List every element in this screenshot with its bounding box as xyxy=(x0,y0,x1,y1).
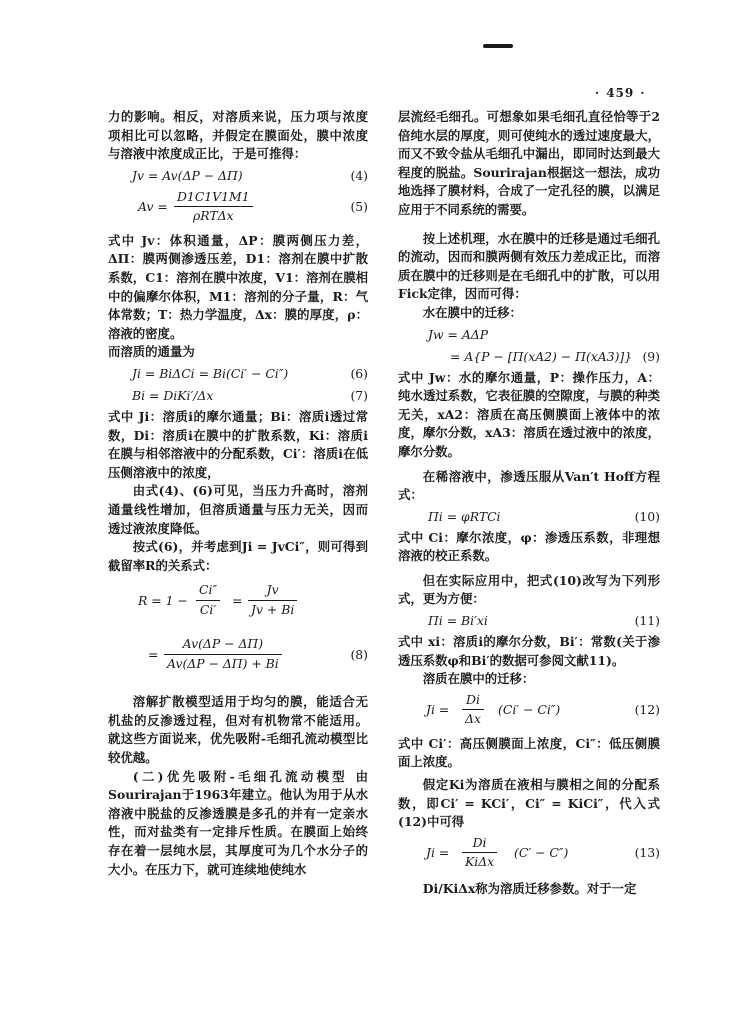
equation-number: (8) xyxy=(350,647,368,663)
page-number: · 459 · xyxy=(595,86,646,100)
right-column xyxy=(398,108,660,898)
fraction: D1C1V1M1 ρRTΔx xyxy=(174,188,253,226)
paragraph: 由式(4)、(6)可见，当压力升高时，溶剂通量线性增加，但溶质通量与压力无关，因而透过液浓度降低。 xyxy=(108,483,368,536)
equation-8: = $\frac{Av(\Delta P - \Delta\Pi)}{Av(\Delta P - \Delta\Pi) + Bi}$ (8) xyxy=(108,635,368,675)
equation-9a: Jw = AΔP xyxy=(428,326,489,342)
paragraph: 水在膜中的迁移： xyxy=(422,304,522,320)
paragraph: 但在实际应用中，把式(10)改写为下列形式，更为方便： xyxy=(398,572,660,607)
equation-number: (13) xyxy=(634,844,660,860)
paragraph: Di/KiΔx称为溶质迁移参数。对于一定 xyxy=(422,880,637,896)
equation-12: Ji = $\frac{Di}{\Delta x}$ (Ci′ − Ci″) (12) xyxy=(398,691,660,729)
paragraph: 假定Ki为溶质在液相与膜相之间的分配系数，即Ci′ = KCi′，Ci″ = KiCi″，代入式(12)中可得 xyxy=(398,777,660,830)
paragraph: 力的影响。相反，对溶质来说，压力项与浓度项相比可以忽略，并假定在膜面处，膜中浓度与溶液中浓度成正比，于是可推得： xyxy=(108,109,368,162)
paragraph: 按式(6)，并考虑到Ji = JvCi″，则可得到截留率R的关系式： xyxy=(108,539,368,573)
equation-R: R = 1 − $\frac{Ci''}{Ci'}$ = $\frac{Jv}{Jv + Bi}$ xyxy=(108,581,368,621)
fraction: $\frac{Di}{\Delta x}$ xyxy=(462,691,484,729)
paragraph: 溶解扩散模型适用于均匀的膜，能适合无机盐的反渗透过程，但对有机物常不能适用。就这些方面说来，优先吸附-毛细孔流动模型比较优越。 xyxy=(108,694,368,766)
paragraph: 式中 Jw：水的摩尔通量，P：操作压力，A：纯水透过系数，它表征膜的空隙度，与膜的种类无关，xA2：溶质在高压侧膜面上液体中的浓度，摩尔分数，xA3：溶质在透过液中的浓度，摩尔分数。 xyxy=(398,369,660,459)
paragraph: 式中 Jv：体积通量，ΔP：膜两侧压力差，ΔΠ：膜两侧渗透压差，D1：溶剂在膜中扩散系数，C1：溶剂在膜中浓度，V1：溶剂在膜相中的偏摩尔体积，M1：溶剂的分子量，R：气体常数；T：热力学温度，Δx：膜的厚度，ρ：溶液的密度。 xyxy=(108,232,368,341)
section-heading: (二)优先吸附-毛细孔流动模型 xyxy=(132,768,348,784)
equation-5: Av = D1C1V1M1 ρRTΔx (5) xyxy=(108,188,368,224)
paragraph: 按上述机理，水在膜中的迁移是通过毛细孔的流动，因而和膜两侧有效压力差成正比，而溶质在膜中的迁移则是在毛细孔中的扩散，可以用Fick定律，因而可得： xyxy=(398,230,660,302)
equation-number: (6) xyxy=(350,365,368,381)
fraction: $\frac{Jv}{Jv + Bi}$ xyxy=(248,581,297,619)
fraction: Di KiΔx xyxy=(462,834,497,872)
equation-6: Ji = BiΔCi = Bi(Ci′ − Ci″) (6) xyxy=(108,364,368,384)
paragraph: (二)优先吸附-毛细孔流动模型 由Sourirajan于1963年建立。他认为用于从水溶液中脱盐的反渗透膜是多孔的并有一定亲水性，而对盐类有一定排斥性质。在膜面上始终存在着一层纯水层，其厚度可为几个水分子的大小。在压力下，就可连续地使纯水 xyxy=(108,768,368,877)
fraction: $\frac{Ci''}{Ci'}$ xyxy=(196,581,220,619)
equation-11: Πi = Bi′xi (11) xyxy=(398,611,660,631)
left-column xyxy=(108,108,368,879)
equation-number: (11) xyxy=(634,613,660,629)
paragraph: 式中 xi：溶质i的摩尔分数，Bi′：常数(关于渗透压系数φ和Bi′的数据可参阅文献11)。 xyxy=(398,634,660,668)
equation-number: (7) xyxy=(350,387,368,403)
equation-7: Bi = DiKi′/Δx (7) xyxy=(108,386,368,406)
paragraph: 式中 Ji：溶质i的摩尔通量；Bi：溶质i透过常数，Di：溶质i在膜中的扩散系数，Ki：溶质i在膜与相邻溶液中的分配系数，Ci′：溶质i在低压侧溶液中的浓度， xyxy=(108,408,368,480)
equation-number: (10) xyxy=(634,508,660,524)
equation-13: Ji = Di KiΔx (C′ − C″) (13) xyxy=(398,834,660,872)
paragraph: 式中 Ci：摩尔浓度，φ：渗透压系数，非理想溶液的校正系数。 xyxy=(398,529,660,564)
page-number-value: 459 xyxy=(606,86,635,100)
equation-number: (5) xyxy=(350,198,368,214)
equation-4: Jv = Av(ΔP − ΔΠ) (4) xyxy=(108,166,368,186)
equation-number: (4) xyxy=(350,167,368,183)
paragraph: 溶质在膜中的迁移： xyxy=(422,671,535,687)
equation-9b: = A{P − [Π(xA2) − Π(xA3)]} (9) xyxy=(398,347,660,367)
equation-number: (9) xyxy=(642,348,660,364)
paragraph: 层流经毛细孔。可想象如果毛细孔直径恰等于2倍纯水层的厚度，则可使纯水的透过速度最大，而又不致令盐从毛细孔中漏出，即同时达到最大程度的脱盐。Sourirajan根据这一想法，成功地选择了膜材料，合成了一定孔径的膜，以满足应用于不同系统的需要。 xyxy=(398,109,660,217)
fraction: $\frac{Av(\Delta P - \Delta\Pi)}{Av(\Delta P - \Delta\Pi) + Bi}$ xyxy=(164,635,282,673)
scan-smudge xyxy=(483,44,513,48)
equation-number: (12) xyxy=(634,701,660,717)
paragraph: 而溶质的通量为 xyxy=(108,344,195,360)
equation-10: Πi = φRTCi (10) xyxy=(398,507,660,527)
paragraph: 在稀溶液中，渗透压服从Van′t Hoff方程式： xyxy=(398,468,660,503)
paragraph: 式中 Ci′：高压侧膜面上浓度，Ci″：低压侧膜面上浓度。 xyxy=(398,735,660,770)
